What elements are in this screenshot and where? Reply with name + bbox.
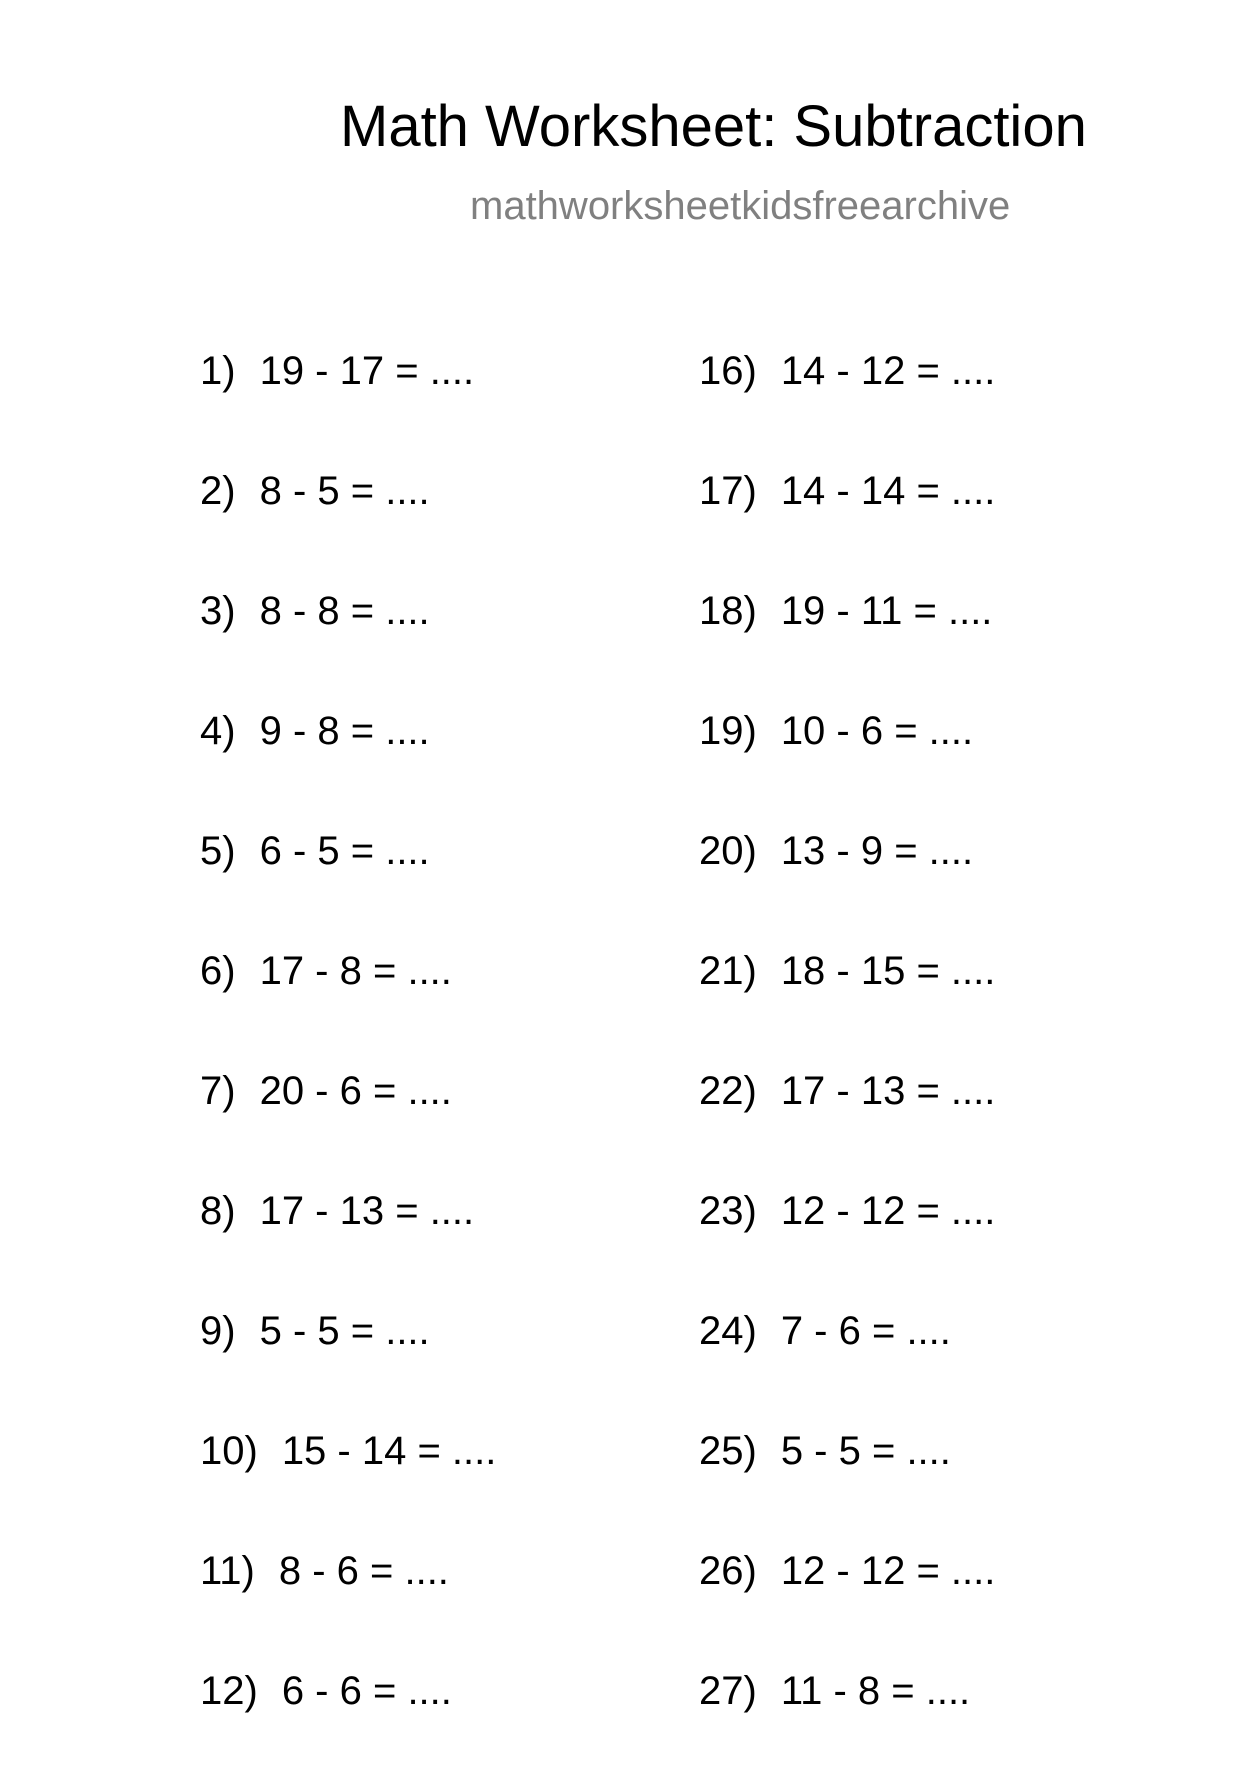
- problem-expression: 17 - 13 = ....: [259, 1189, 475, 1233]
- problem-item: [200, 1671, 496, 1791]
- problem-number: 18): [699, 589, 757, 633]
- problem-number: 26): [699, 1549, 757, 1593]
- problem-number: 22): [699, 1069, 757, 1113]
- problem-expression: 13 - 9 = ....: [780, 829, 974, 873]
- problem-number: 20): [699, 829, 757, 873]
- problem-item: [200, 1191, 496, 1311]
- problem-number: 27): [699, 1669, 757, 1713]
- problem-item: [200, 711, 496, 831]
- problem-number: 6): [200, 949, 236, 993]
- problem-number: 24): [699, 1309, 757, 1353]
- problem-number: 1): [200, 349, 236, 393]
- worksheet-subtitle: mathworksheetkidsfreearchive: [470, 184, 1011, 228]
- problem-expression: 20 - 6 = ....: [259, 1069, 452, 1113]
- problem-expression: 12 - 12 = ....: [780, 1549, 996, 1593]
- problem-expression: 5 - 5 = ....: [780, 1429, 951, 1473]
- problem-expression: 8 - 5 = ....: [259, 469, 430, 513]
- problem-expression: 11 - 8 = ....: [780, 1669, 971, 1713]
- problem-item: [699, 831, 995, 951]
- problem-number: 21): [699, 949, 757, 993]
- problem-expression: 14 - 14 = ....: [780, 469, 996, 513]
- problem-item: [699, 1191, 995, 1311]
- problem-expression: 5 - 5 = ....: [259, 1309, 430, 1353]
- problem-item: [200, 1431, 496, 1551]
- problem-item: [200, 831, 496, 951]
- problem-expression: 14 - 12 = ....: [780, 349, 996, 393]
- problem-number: 16): [699, 349, 757, 393]
- problem-number: 7): [200, 1069, 236, 1113]
- problem-item: [200, 1551, 496, 1671]
- problem-number: 11): [200, 1549, 255, 1593]
- problem-expression: 19 - 17 = ....: [259, 349, 475, 393]
- problem-number: 12): [200, 1669, 258, 1713]
- problem-column-right: [699, 351, 995, 1791]
- problem-column-left: [200, 351, 496, 1791]
- problem-item: [699, 951, 995, 1071]
- problem-item: [200, 1311, 496, 1431]
- problem-expression: 10 - 6 = ....: [780, 709, 974, 753]
- problem-expression: 18 - 15 = ....: [780, 949, 996, 993]
- problem-number: 19): [699, 709, 757, 753]
- problem-number: 23): [699, 1189, 757, 1233]
- problem-item: [200, 1071, 496, 1191]
- problem-expression: 8 - 6 = ....: [278, 1549, 449, 1593]
- problem-item: [699, 471, 995, 591]
- problem-item: [699, 1071, 995, 1191]
- problem-expression: 12 - 12 = ....: [780, 1189, 996, 1233]
- problem-number: 17): [699, 469, 757, 513]
- problem-item: [200, 471, 496, 591]
- problem-item: [699, 1671, 995, 1791]
- problem-item: [200, 351, 496, 471]
- worksheet-title: Math Worksheet: Subtraction: [340, 94, 1087, 159]
- problem-expression: 9 - 8 = ....: [259, 709, 430, 753]
- problem-item: [200, 951, 496, 1071]
- problem-expression: 7 - 6 = ....: [780, 1309, 951, 1353]
- problem-expression: 15 - 14 = ....: [281, 1429, 497, 1473]
- problem-item: [699, 351, 995, 471]
- problem-expression: 8 - 8 = ....: [259, 589, 430, 633]
- problem-number: 10): [200, 1429, 258, 1473]
- problem-expression: 6 - 6 = ....: [281, 1669, 452, 1713]
- problem-number: 4): [200, 709, 236, 753]
- problem-expression: 17 - 8 = ....: [259, 949, 452, 993]
- problem-expression: 19 - 11 = ....: [780, 589, 993, 633]
- problem-number: 2): [200, 469, 236, 513]
- problem-item: [699, 591, 995, 711]
- problem-number: 5): [200, 829, 236, 873]
- problem-number: 9): [200, 1309, 236, 1353]
- problem-number: 8): [200, 1189, 236, 1233]
- problem-expression: 6 - 5 = ....: [259, 829, 430, 873]
- problem-item: [200, 591, 496, 711]
- problem-number: 25): [699, 1429, 757, 1473]
- problem-number: 3): [200, 589, 236, 633]
- problem-item: [699, 1311, 995, 1431]
- problem-expression: 17 - 13 = ....: [780, 1069, 996, 1113]
- problem-item: [699, 1431, 995, 1551]
- problem-item: [699, 1551, 995, 1671]
- problem-item: [699, 711, 995, 831]
